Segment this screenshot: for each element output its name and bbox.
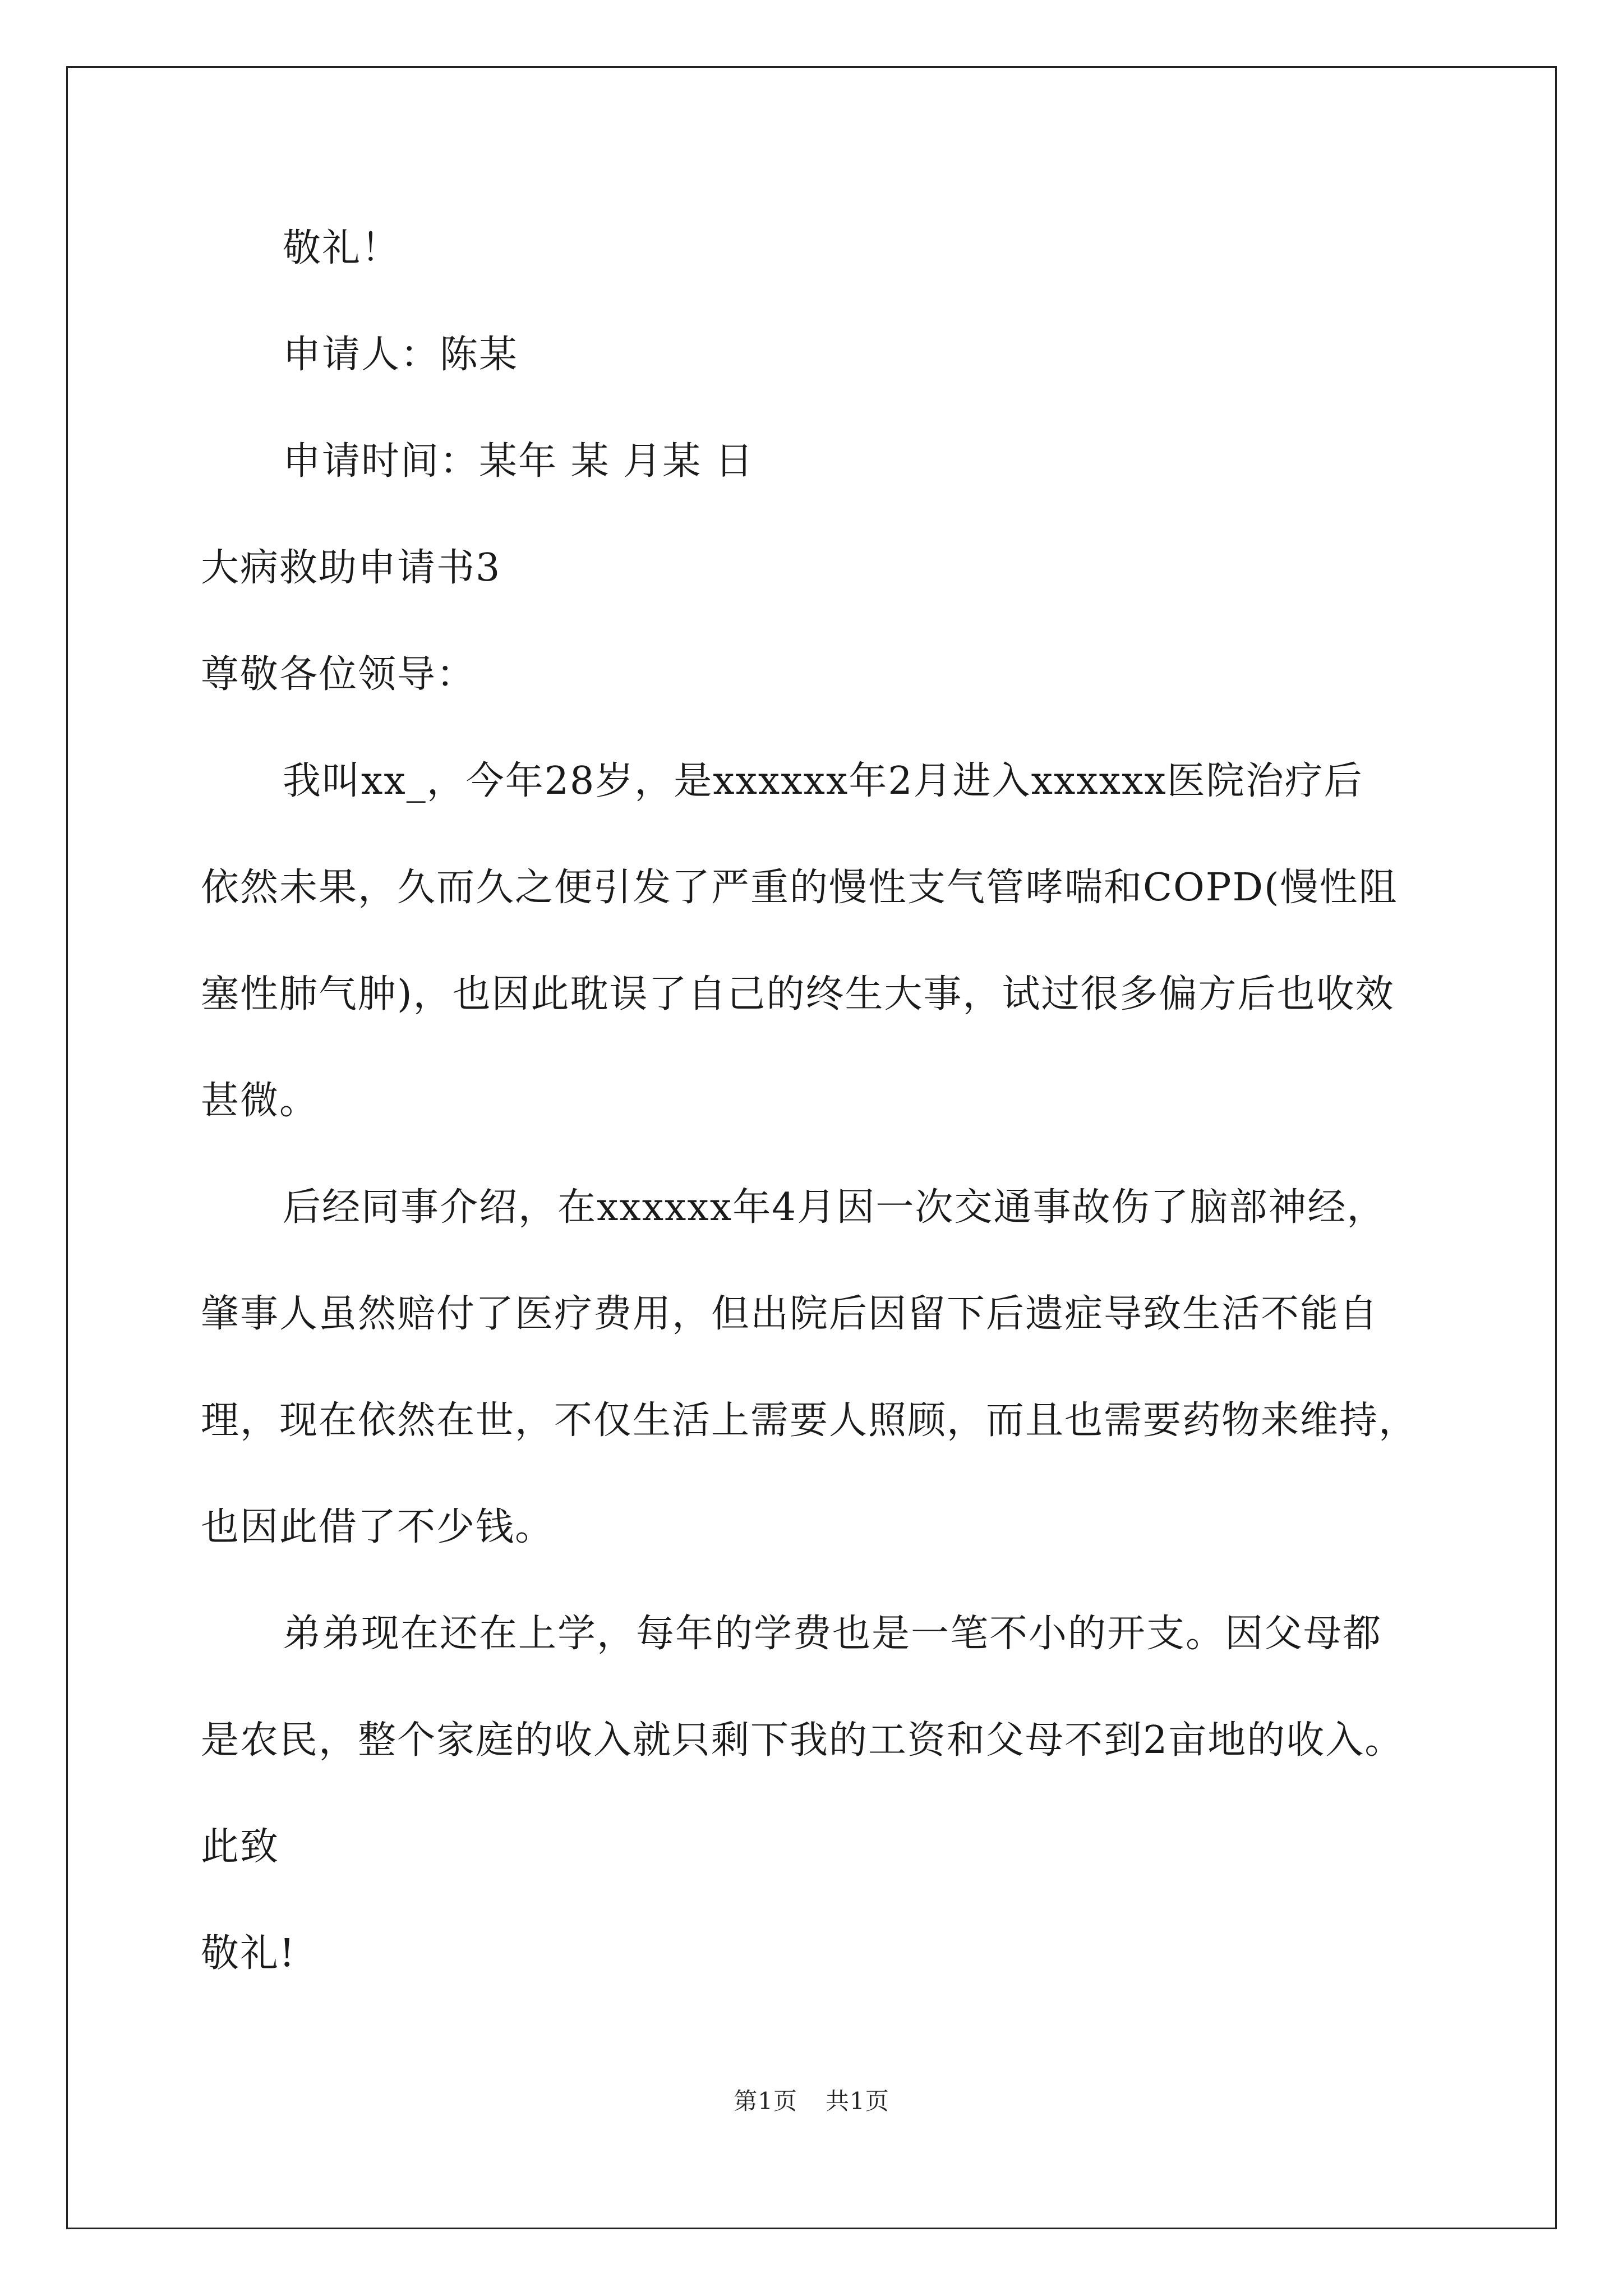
closing-salute: 敬礼！ — [283, 226, 401, 270]
document-body — [201, 222, 1435, 2033]
applicant-name: 申请人：陈某 — [283, 333, 519, 377]
paragraph-1-line-4: 甚微。 — [201, 1079, 319, 1123]
document-title: 大病救助申请书3 — [201, 546, 501, 590]
paragraph-1-line-2: 依然未果，久而久之便引发了严重的慢性支气管哮喘和COPD(慢性阻 — [201, 866, 1398, 910]
closing-phrase: 此致 — [201, 1825, 280, 1869]
paragraph-1-line-3: 塞性肺气肿)，也因此耽误了自己的终生大事，试过很多偏方后也收效 — [201, 972, 1395, 1016]
paragraph-3-line-2: 是农民，整个家庭的收入就只剩下我的工资和父母不到2亩地的收入。 — [201, 1718, 1404, 1763]
page-total: 共1页 — [826, 2087, 889, 2115]
page-number: 第1页 — [734, 2087, 797, 2115]
closing-regards: 敬礼! — [201, 1931, 296, 1976]
paragraph-2-line-2: 肇事人虽然赔付了医疗费用，但出院后因留下后遗症导致生活不能自 — [201, 1292, 1379, 1336]
paragraph-2-line-3: 理，现在依然在世，不仅生活上需要人照顾，而且也需要药物来维持， — [201, 1398, 1418, 1443]
paragraph-3-line-1: 弟弟现在还在上学，每年的学费也是一笔不小的开支。因父母都 — [283, 1612, 1382, 1656]
page-footer — [0, 2086, 1623, 2117]
application-date: 申请时间：某年 某 月某 日 — [283, 439, 754, 484]
paragraph-1-line-1: 我叫xx_，今年28岁，是xxxxxx年2月进入xxxxxx医院治疗后 — [283, 759, 1363, 803]
salutation: 尊敬各位领导： — [201, 652, 476, 697]
paragraph-2-line-4: 也因此借了不少钱。 — [201, 1505, 555, 1549]
paragraph-2-line-1: 后经同事介绍，在xxxxxx年4月因一次交通事故伤了脑部神经， — [283, 1185, 1386, 1230]
